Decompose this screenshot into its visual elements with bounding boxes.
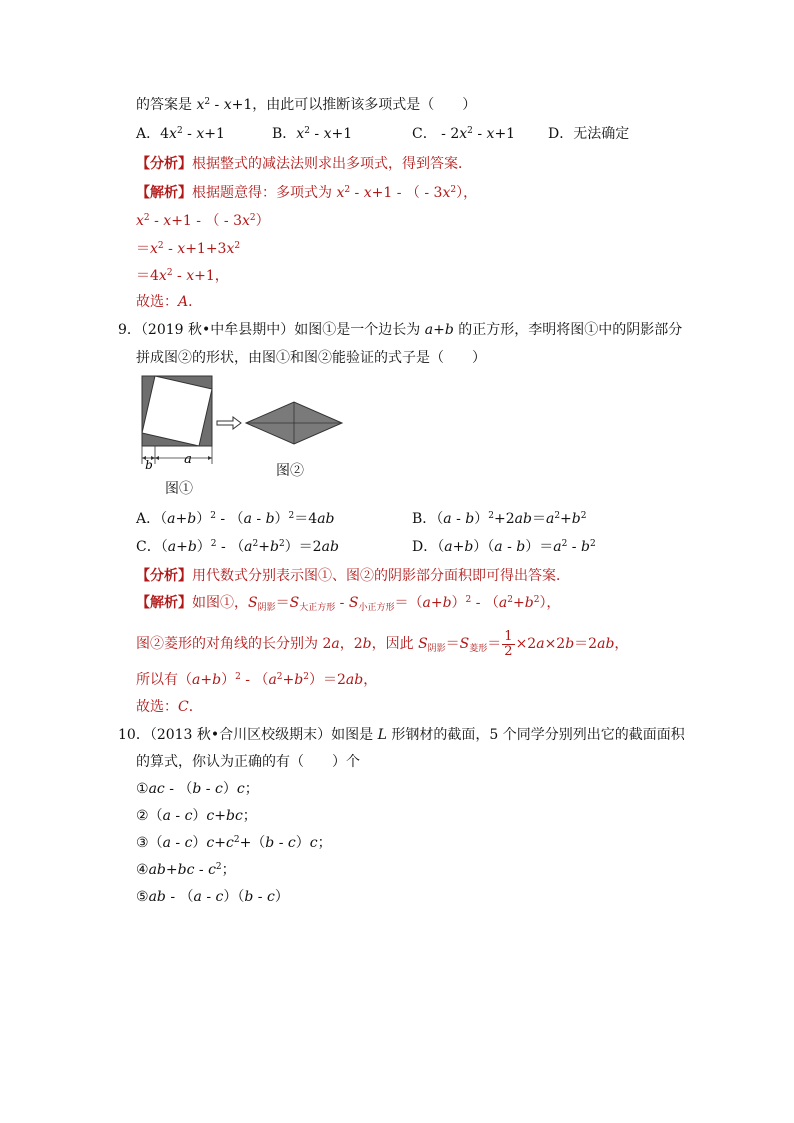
q8-analysis: 【分析】根据整式的减法法则求出多项式，得到答案． bbox=[136, 156, 472, 172]
q8-solution: 【解析】根据题意得：多项式为 $x^2 - x+1$ - （ - $3x^2$）， bbox=[136, 185, 478, 201]
q8-option-a[interactable]: A．$4x^2 - x+1$ bbox=[136, 126, 225, 142]
q8-answer: 故选：A． bbox=[136, 294, 203, 310]
q8-step-3: $=4x^2 - x+1$， bbox=[136, 268, 229, 284]
q9-analysis: 【分析】用代数式分别表示图①、图②的阴影部分面积即可得出答案． bbox=[136, 568, 570, 584]
q9-option-d[interactable]: D．$(a+b)(a - b)=a^2 - b^2$ bbox=[412, 539, 596, 555]
q10-item-1: ①ac - （b - c）c； bbox=[136, 781, 259, 797]
q9-option-b[interactable]: B．$(a - b)^2+2ab=a^2+b^2$ bbox=[412, 511, 587, 527]
q10-stem-line-2: 的算式，你认为正确的有（ ）个 bbox=[136, 754, 360, 770]
q9-stem-line-2: 拼成图②的形状，由图①和图②能验证的式子是（ ） bbox=[136, 350, 486, 366]
q9-solution-line-1: 【解析】如图①，$S_{阴影}=S_{大正方形} - S_{小正方形}=(a+b)^2 - (a^2+b^2)$， bbox=[136, 595, 561, 613]
q9-stem-line-1: 9．（2019 秋•中牟县期中）如图①是一个边长为 a+b 的正方形，李明将图①中的阴影部分 bbox=[118, 322, 683, 338]
q10-item-4: ④ab+bc - $c^2$； bbox=[136, 862, 236, 878]
figure-1-caption: 图① bbox=[165, 481, 193, 497]
q9-solution-line-3: 所以有$(a+b)^2 - (a^2+b^2)=2ab$， bbox=[136, 672, 378, 688]
q8-step-1: $x^2 - x+1$ - （ - $3x^2$） bbox=[136, 213, 270, 229]
figure-2-rhombus bbox=[246, 402, 342, 444]
q8-step-2: $=x^2 - x+1+3x^2$ bbox=[136, 241, 241, 257]
label-a: a bbox=[184, 452, 192, 467]
q9-solution-line-2: 图②菱形的对角线的长分别为 2a，2b，因此 $S_{阴影}=S_{菱形}=$ $\frac{1}{2}$ ×2a×2b＝2ab， bbox=[136, 628, 629, 659]
q10-item-3: ③（a - $c)c+c^2+(b - c)c$； bbox=[136, 835, 332, 851]
label-b: b bbox=[145, 458, 153, 472]
q9-answer: 故选：C． bbox=[136, 699, 203, 715]
q8-option-c[interactable]: C． - $2x^2 - x+1$ bbox=[412, 126, 516, 142]
q9-option-c[interactable]: C．$(a+b)^2 - (a^2+b^2)=2ab$ bbox=[136, 539, 339, 555]
q10-stem-line-1: 10．（2013 秋•合川区校级期末）如图是 L 形钢材的截面，5 个同学分别列出它的截面面积 bbox=[118, 727, 685, 743]
q8-option-d[interactable]: D．无法确定 bbox=[548, 126, 630, 142]
q10-item-2: ②（a - c）c+bc； bbox=[136, 808, 257, 824]
q9-option-a[interactable]: A．$(a+b)^2 - (a - b)^2=4ab$ bbox=[136, 511, 335, 527]
figure-2-caption: 图② bbox=[276, 463, 304, 479]
fraction-one-half: $\frac{1}{2}$ bbox=[504, 628, 513, 659]
q10-item-5: ⑤ab - （a - c）（b - c） bbox=[136, 889, 289, 905]
arrow-right-icon bbox=[217, 417, 241, 429]
figure-1-square bbox=[142, 376, 212, 472]
q8-option-b[interactable]: B．$x^2 - x+1$ bbox=[272, 126, 353, 142]
q8-stem-tail: 的答案是 $x^2 - x+1$，由此可以推断该多项式是（ ） bbox=[136, 97, 477, 113]
